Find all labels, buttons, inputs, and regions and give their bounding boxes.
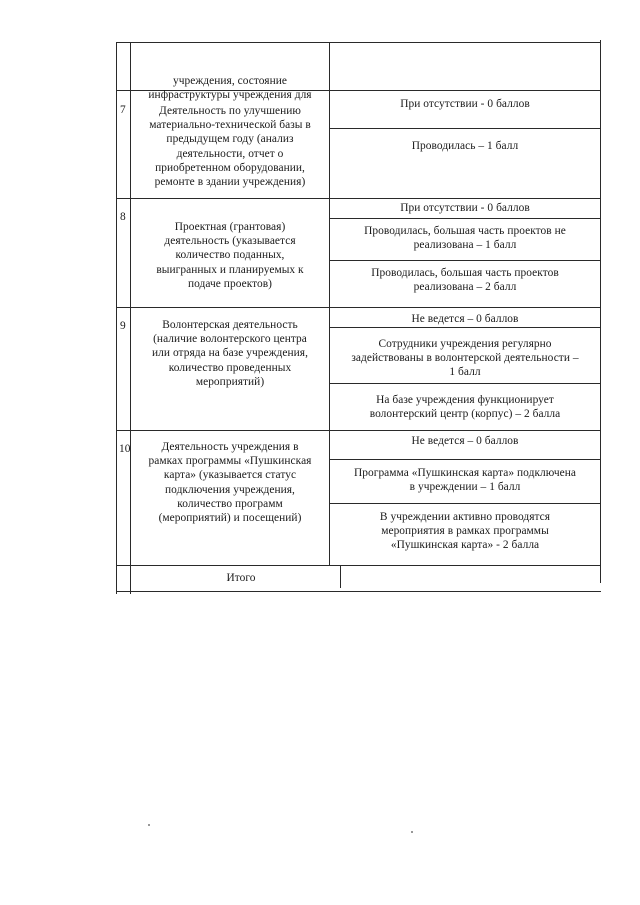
table-cell-criterion: учреждения, состояние инфраструктуры учреждения для — [148, 75, 312, 102]
table-border-top — [116, 42, 601, 43]
table-border-right — [600, 40, 601, 583]
table-cell-score: При отсутствии - 0 баллов — [400, 98, 530, 110]
table-cell-number: 8 — [120, 211, 126, 223]
table-cell-number: 9 — [120, 320, 126, 332]
cell-separator — [329, 128, 601, 129]
table-border-bottom — [116, 591, 601, 592]
table-cell-score: Проводилась, большая часть проектов реализована – 2 балл — [371, 267, 559, 294]
row-separator — [116, 430, 601, 431]
table-cell-score: В учреждении активно проводятся мероприятия в рамках программы «Пушкинская карта» - 2 балла — [379, 511, 551, 552]
table-cell-score: Программа «Пушкинская карта» подключена в учреждении – 1 балл — [353, 467, 577, 494]
table-cell-score: На базе учреждения функционирует волонтерский центр (корпус) – 2 балла — [369, 394, 561, 421]
table-cell-criterion: Проектная (грантовая) деятельность (указывается количество поданных, выигранных и планируемых к подаче проектов) — [156, 221, 304, 290]
table-cell-score: Не ведется – 0 баллов — [411, 435, 519, 447]
table-border-left — [116, 42, 117, 594]
table-cell-score: Не ведется – 0 баллов — [411, 313, 519, 325]
table-cell-score: Проводилась, большая часть проектов не реализована – 1 балл — [364, 225, 566, 252]
table-cell-criterion: Волонтерская деятельность (наличие волонтерского центра или отряда на базе учреждения, количество проведенных мероприятий) — [152, 319, 308, 388]
table-cell-total-label: Итого — [226, 572, 256, 584]
scan-speck — [411, 831, 413, 833]
cell-separator — [329, 459, 601, 460]
table-cell-number: 7 — [120, 104, 126, 116]
table-cell-criterion: Деятельность учреждения в рамках программы «Пушкинская карта» (указывается статус подключения учреждения, количество программ (мероприятий) и посещений) — [148, 441, 312, 525]
table-cell-number: 10 — [119, 443, 131, 455]
table-cell-criterion: Деятельность по улучшению материально-технической базы в предыдущем году (анализ деятельности, отчет о приобретенном оборудовании, ремонте в здании учреждения) — [149, 105, 311, 189]
row-separator — [116, 307, 601, 308]
table-cell-score: Проводилась – 1 балл — [411, 140, 519, 152]
row-separator — [116, 198, 601, 199]
table-cell-score: Сотрудники учреждения регулярно задействованы в волонтерской деятельности – 1 балл — [351, 338, 579, 379]
table-cell-score: При отсутствии - 0 баллов — [400, 202, 530, 214]
scan-speck — [148, 824, 150, 826]
table-divider-criterion — [329, 42, 330, 566]
cell-separator — [329, 327, 601, 328]
cell-separator — [329, 503, 601, 504]
table-divider-number — [130, 42, 131, 594]
cell-separator — [329, 383, 601, 384]
cell-separator — [329, 218, 601, 219]
row-separator — [116, 565, 601, 566]
cell-separator — [329, 260, 601, 261]
